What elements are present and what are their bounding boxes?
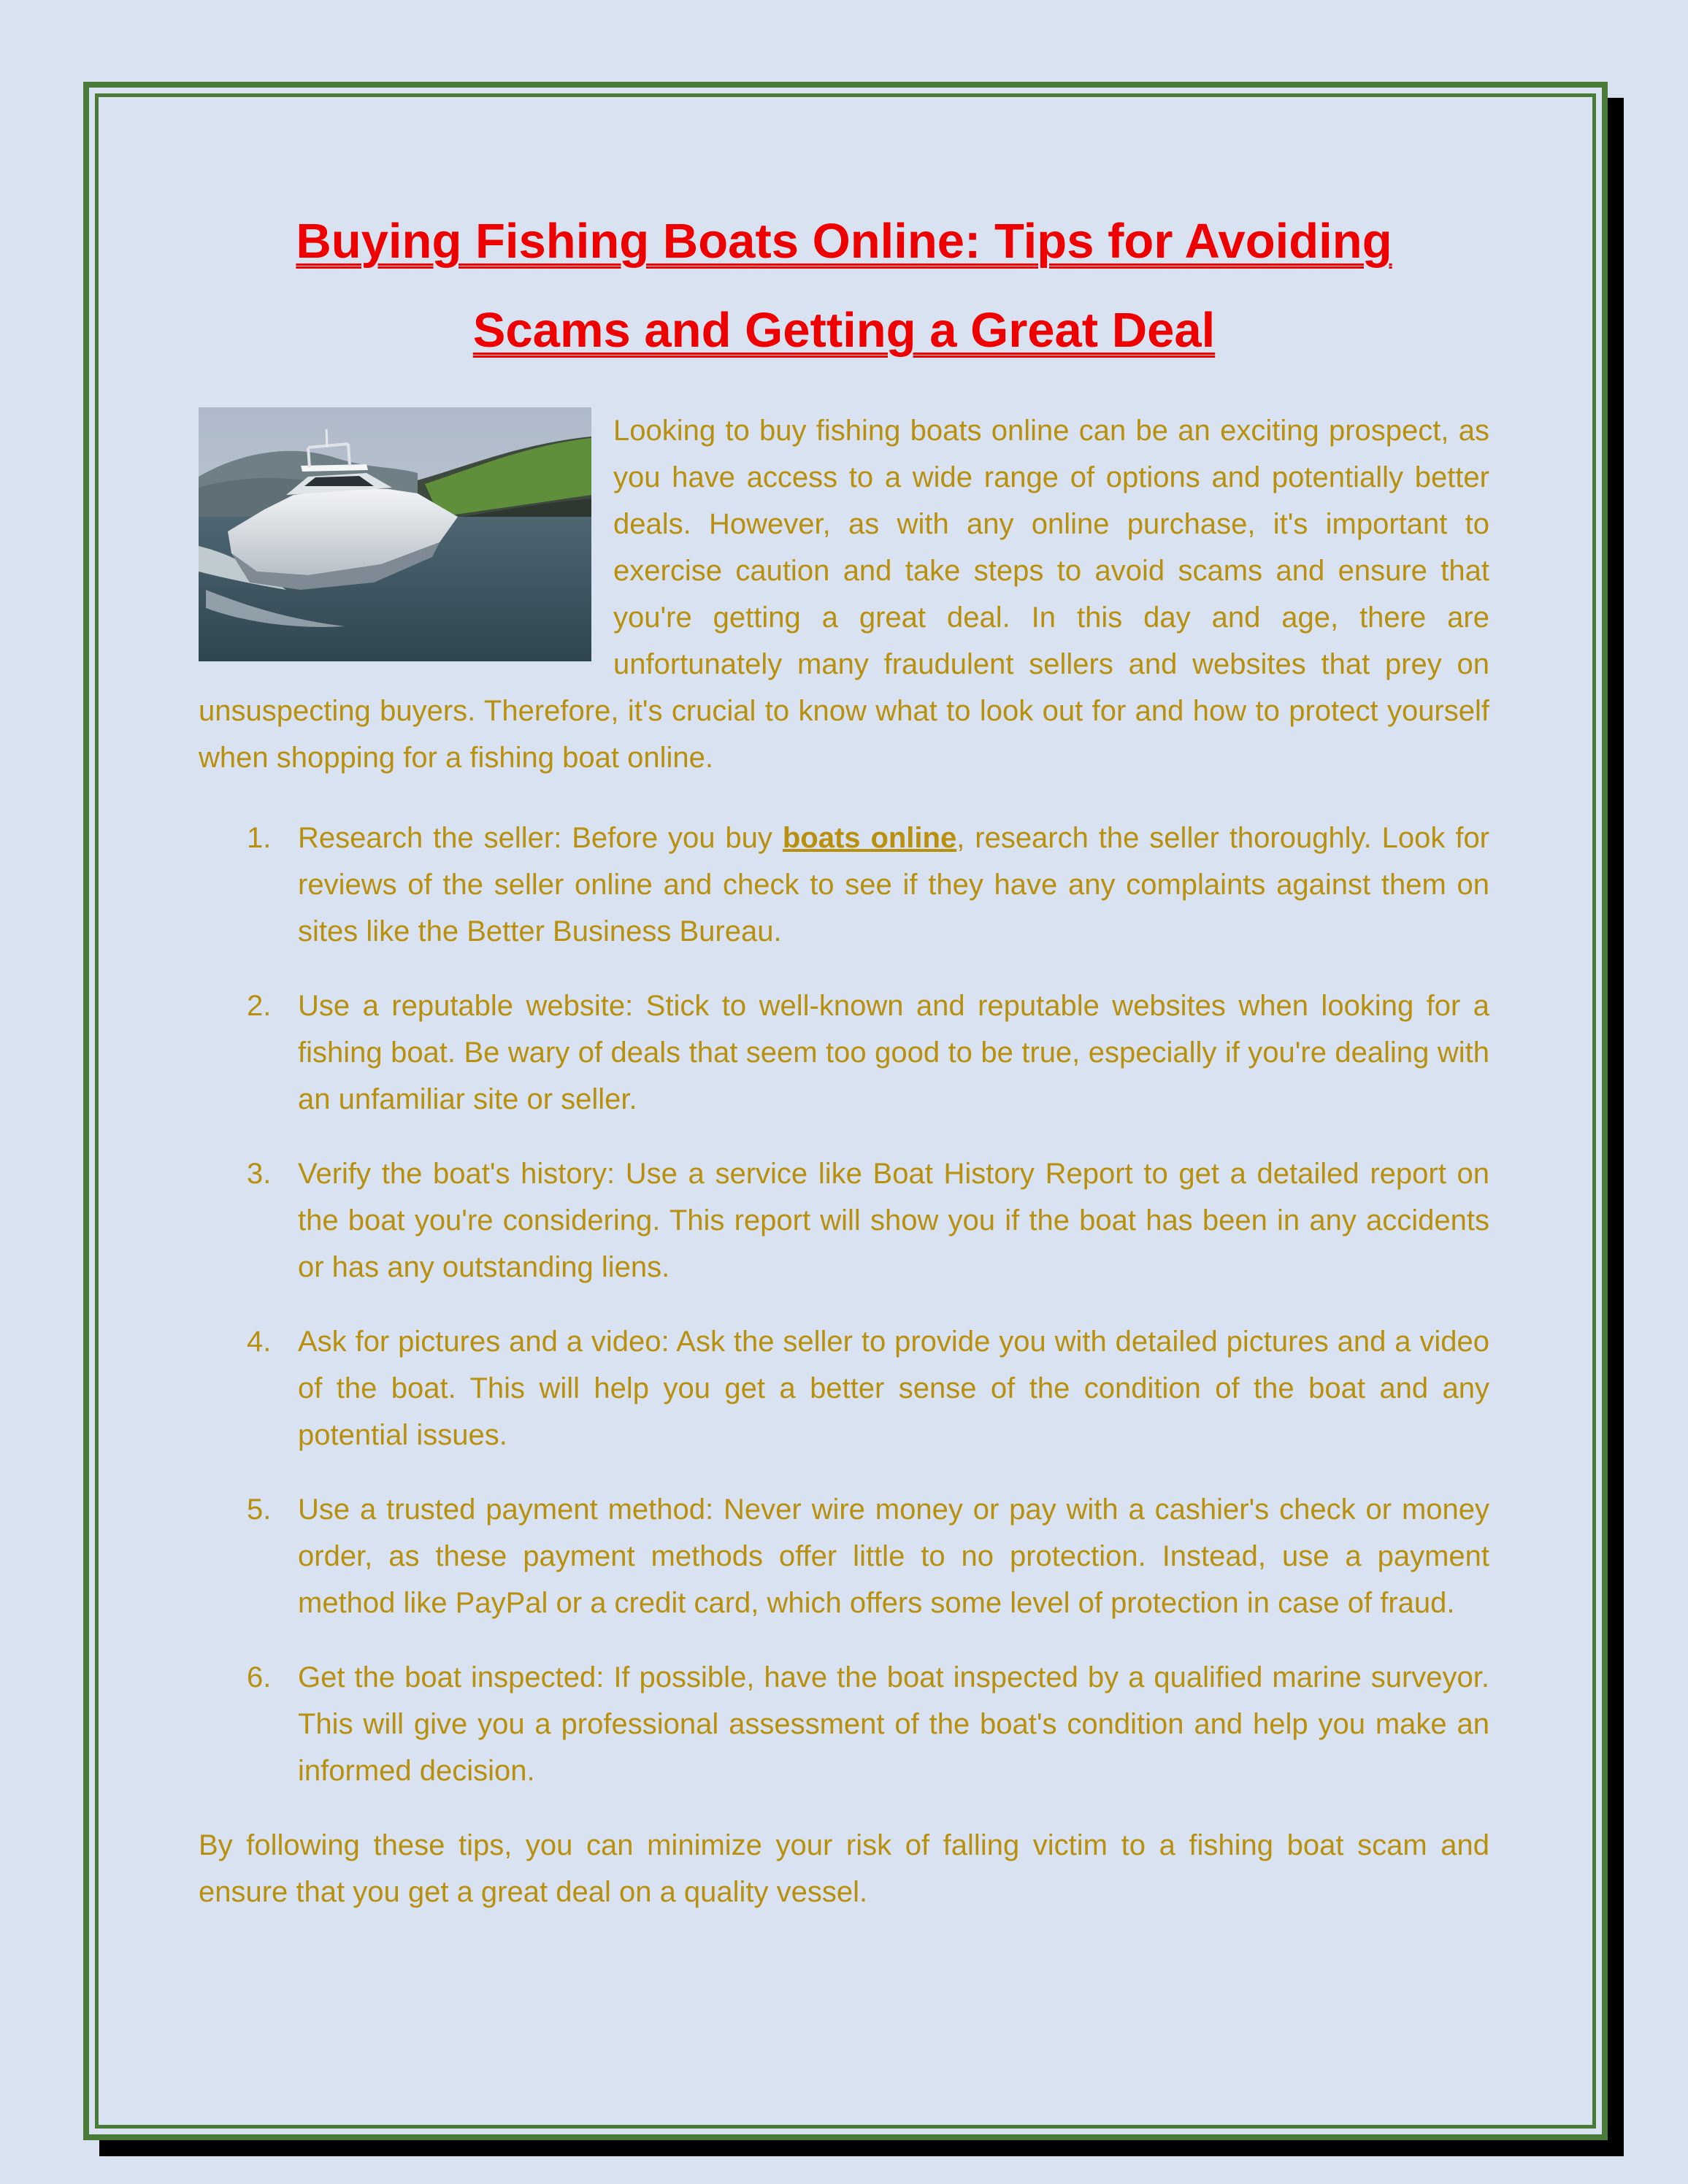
boat-image: [199, 407, 591, 661]
intro-section: [199, 407, 1489, 781]
tip-text: Use a reputable website: Stick to well-known and reputable websites when looking for a fishing boat. Be wary of deals that seem too good to be true, especially if you're dealing with an unfamiliar site or seller.: [298, 990, 1489, 1115]
tip-text: Verify the boat's history: Use a service like Boat History Report to get a detailed report on the boat you're considering. This report will show you if the boat has been in any accidents or has any outstanding liens.: [298, 1158, 1489, 1283]
document-content: [199, 197, 1489, 1915]
list-number: 6.: [247, 1661, 272, 1693]
list-number: 1.: [247, 822, 272, 854]
tip-text: , research the seller thoroughly. Look for reviews of the seller online and check to see if they have any complaints against them on sites like the Better Business Bureau.: [298, 822, 1490, 947]
tips-list: [199, 815, 1489, 1794]
tip-text: Research the seller: Before you buy: [298, 822, 783, 854]
tip-text: Get the boat inspected: If possible, have the boat inspected by a qualified marine surveyor. This will give you a professional assessment of the boat's condition and help you make an informed decision.: [298, 1661, 1489, 1787]
list-item: [199, 1150, 1489, 1291]
list-number: 3.: [247, 1158, 272, 1190]
list-number: 5.: [247, 1493, 272, 1526]
list-number: 2.: [247, 990, 272, 1022]
list-number: 4.: [247, 1326, 272, 1358]
tip-text: Use a trusted payment method: Never wire money or pay with a cashier's check or money order, as these payment methods offer little to no protection. Instead, use a payment method like PayPal or a credit card, which offers some level of protection in case of fraud.: [298, 1493, 1489, 1619]
list-item: [199, 1318, 1489, 1458]
list-item: [199, 1486, 1489, 1626]
list-item: [199, 1654, 1489, 1794]
tip-text: Ask for pictures and a video: Ask the seller to provide you with detailed pictures and a video of the boat. This will help you get a better sense of the condition of the boat and any potential issues.: [298, 1326, 1489, 1451]
boats-online-link[interactable]: boats online: [782, 822, 957, 854]
list-item: [199, 815, 1489, 955]
intro-paragraph: Looking to buy fishing boats online can be an exciting prospect, as you have access to a wide range of options and potentially better deals. However, as with any online purchase, it's important to exercise caution and take steps to avoid scams and ensure that you're getting a great deal. In this day and age, there are unfortunately many fraudulent sellers and websites that prey on unsuspecting buyers. Therefore, it's crucial to know what to look out for and how to protect yourself when shopping for a fishing boat online.: [199, 415, 1489, 774]
closing-paragraph: By following these tips, you can minimize your risk of falling victim to a fishing boat scam and ensure that you get a great deal on a quality vessel.: [199, 1829, 1489, 1908]
list-item: [199, 983, 1489, 1123]
page-title: Buying Fishing Boats Online: Tips for Avoiding Scams and Getting a Great Deal: [296, 214, 1392, 358]
